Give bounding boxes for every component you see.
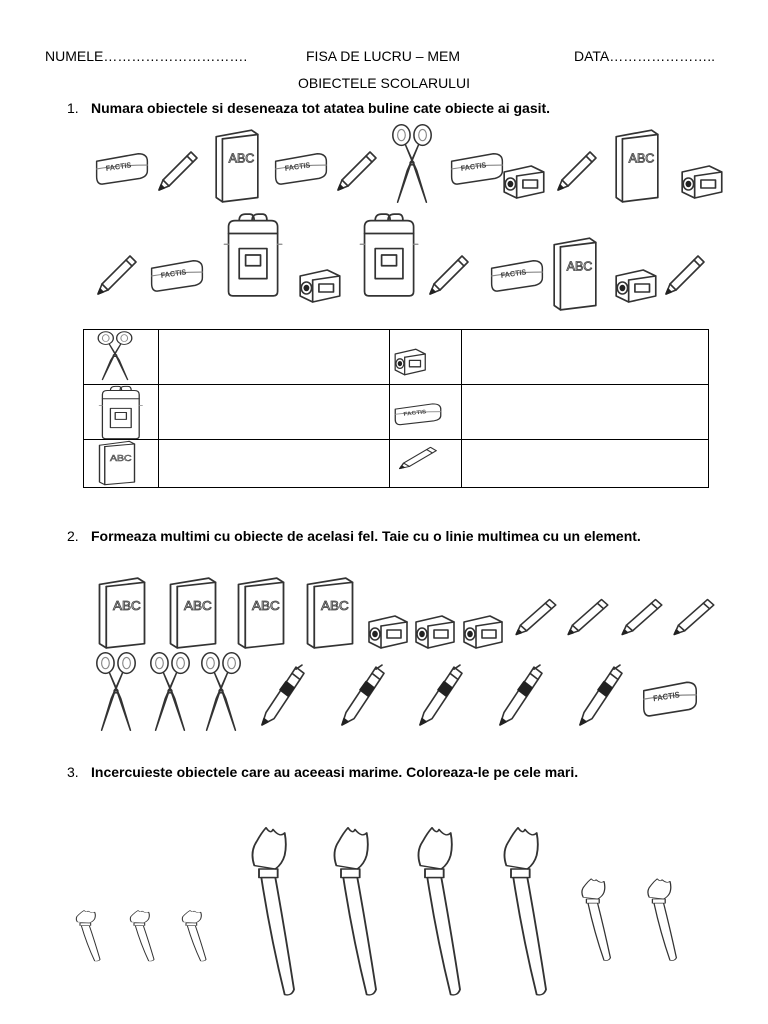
table-row-1-right-answer-cell[interactable] xyxy=(462,330,708,384)
sharpener-icon xyxy=(365,612,413,652)
svg-text:ABC: ABC xyxy=(566,258,593,274)
sharpener-icon xyxy=(678,162,728,202)
svg-text:ABC: ABC xyxy=(228,150,255,166)
backpack-icon xyxy=(220,212,284,298)
paintbrush-medium-icon xyxy=(638,878,686,962)
table-row-2-backpack-icon xyxy=(96,385,144,440)
eraser-icon xyxy=(148,255,206,293)
task-2-number: 2. xyxy=(67,528,79,544)
pencil-icon xyxy=(660,250,710,300)
pencil-icon xyxy=(616,594,668,640)
backpack-icon xyxy=(356,212,420,298)
pen-icon xyxy=(494,663,544,729)
book-icon xyxy=(95,576,149,650)
paintbrush-large-icon xyxy=(320,826,390,998)
table-row-2-answer-cell[interactable] xyxy=(159,385,389,439)
sharpener-icon xyxy=(612,266,662,306)
paintbrush-small-icon xyxy=(68,910,108,962)
svg-text:ABC: ABC xyxy=(110,454,132,463)
pen-icon xyxy=(336,663,386,729)
task-2 xyxy=(67,528,641,544)
table-row-1-answer-cell[interactable] xyxy=(159,330,389,384)
sharpener-icon xyxy=(460,612,508,652)
worksheet-title: FISA DE LUCRU – MEM xyxy=(306,48,461,64)
task-1-text: Numara obiectele si deseneaza tot atatea buline cate obiecte ai gasit. xyxy=(91,100,551,116)
svg-text:FACTIS: FACTIS xyxy=(460,160,487,174)
eraser-icon xyxy=(93,148,151,186)
scissors-icon xyxy=(146,650,194,734)
book-icon xyxy=(303,576,357,650)
task-2-text: Formeaza multimi cu obiecte de acelasi fel. Taie cu o linie multimea cu un element. xyxy=(91,528,641,544)
svg-text:FACTIS: FACTIS xyxy=(403,409,427,418)
pencil-icon xyxy=(153,146,203,196)
eraser-icon xyxy=(640,676,700,718)
pencil-icon xyxy=(510,594,562,640)
book-icon xyxy=(612,128,662,204)
svg-text:ABC: ABC xyxy=(628,150,655,166)
svg-text:FACTIS: FACTIS xyxy=(160,267,187,281)
table-row-3-right-answer-cell[interactable] xyxy=(462,440,708,487)
book-icon xyxy=(166,576,220,650)
date-label: DATA………………….. xyxy=(574,48,716,64)
paintbrush-large-icon xyxy=(490,826,560,998)
svg-text:ABC: ABC xyxy=(321,598,349,613)
sharpener-icon xyxy=(296,266,346,306)
table-row-2-right-answer-cell[interactable] xyxy=(462,385,708,439)
svg-text:ABC: ABC xyxy=(184,598,212,613)
scissors-icon xyxy=(92,650,140,734)
task-3-number: 3. xyxy=(67,764,79,780)
svg-text:FACTIS: FACTIS xyxy=(284,160,311,174)
pencil-icon xyxy=(424,250,474,300)
pen-icon xyxy=(256,663,306,729)
svg-text:FACTIS: FACTIS xyxy=(500,267,527,281)
book-icon xyxy=(550,236,600,312)
table-row-3-answer-cell[interactable] xyxy=(159,440,389,487)
scissors-icon xyxy=(197,650,245,734)
scissors-icon xyxy=(388,122,436,206)
svg-text:ABC: ABC xyxy=(252,598,280,613)
eraser-icon xyxy=(272,148,330,186)
eraser-icon xyxy=(448,148,506,186)
eraser-icon xyxy=(488,255,546,293)
pencil-icon xyxy=(562,594,614,640)
svg-text:FACTIS: FACTIS xyxy=(652,689,681,704)
name-label: NUMELE…………………………. xyxy=(45,48,248,64)
sharpener-icon xyxy=(500,162,550,202)
table-row-3-pencil-icon xyxy=(394,444,442,472)
pencil-icon xyxy=(92,250,142,300)
book-icon xyxy=(212,128,262,204)
task-3-text: Incercuieste obiectele care au aceeasi marime. Coloreaza-le pe cele mari. xyxy=(91,764,579,780)
pen-icon xyxy=(414,663,464,729)
table-row-3-book-icon xyxy=(96,440,138,486)
paintbrush-small-icon xyxy=(122,910,162,962)
paintbrush-large-icon xyxy=(404,826,474,998)
paintbrush-small-icon xyxy=(174,910,214,962)
book-icon xyxy=(234,576,288,650)
task-3 xyxy=(67,764,578,780)
pencil-icon xyxy=(332,146,382,196)
pencil-icon xyxy=(552,146,602,196)
svg-text:ABC: ABC xyxy=(113,598,141,613)
task-1 xyxy=(67,100,550,116)
table-row-2-eraser-icon xyxy=(392,400,444,426)
pencil-icon xyxy=(668,594,720,640)
pen-icon xyxy=(574,663,624,729)
task-1-number: 1. xyxy=(67,100,79,116)
paintbrush-large-icon xyxy=(238,826,308,998)
svg-text:FACTIS: FACTIS xyxy=(105,160,132,174)
paintbrush-medium-icon xyxy=(572,878,620,962)
table-row-1-sharpener-icon xyxy=(392,346,430,378)
table-row-1-scissors-icon xyxy=(94,330,136,382)
worksheet-subtitle: OBIECTELE SCOLARULUI xyxy=(298,75,470,91)
sharpener-icon xyxy=(412,612,460,652)
